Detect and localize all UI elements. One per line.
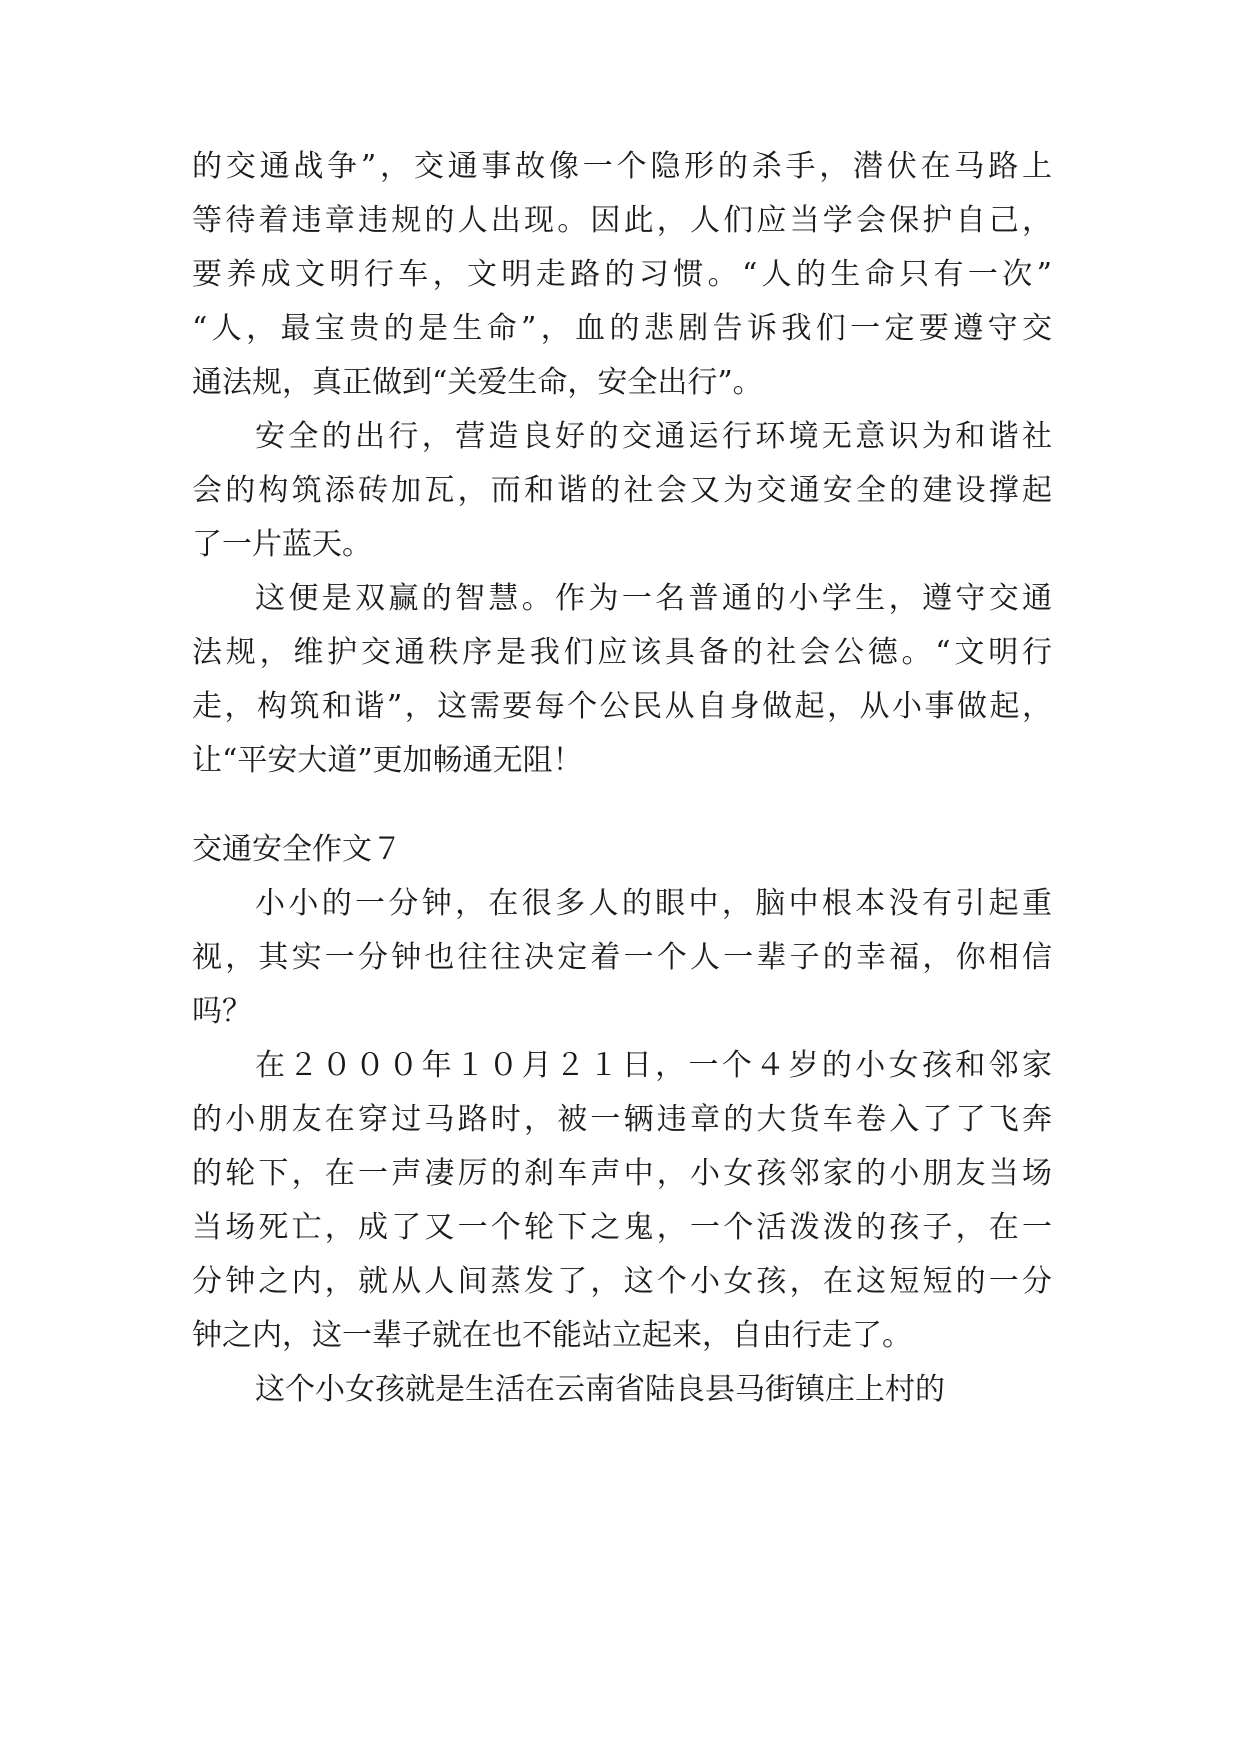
paragraph-line: 这便是双赢的智慧。作为一名普通的小学生，遵守交通 (255, 581, 1052, 616)
paragraph-line: 这个小女孩就是生活在云南省陆良县马街镇庄上村的 (255, 1372, 945, 1407)
paragraph-line: 会的构筑添砖加瓦，而和谐的社会又为交通安全的建设撑起 (192, 473, 1052, 508)
paragraph-line: 走，构筑和谐”，这需要每个公民从自身做起，从小事做起， (192, 689, 1052, 724)
paragraph-line: “人，最宝贵的是生命”，血的悲剧告诉我们一定要遵守交 (192, 311, 1052, 346)
paragraph-line: 视，其实一分钟也往往决定着一个人一辈子的幸福，你相信 (192, 940, 1052, 975)
paragraph-line: 了一片蓝天。 (192, 527, 372, 562)
section-heading: 交通安全作文７ (192, 832, 402, 867)
paragraph-line: 等待着违章违规的人出现。因此，人们应当学会保护自己， (192, 203, 1052, 238)
paragraph-line: 的小朋友在穿过马路时，被一辆违章的大货车卷入了了飞奔 (192, 1102, 1052, 1137)
paragraph-line: 法规，维护交通秩序是我们应该具备的社会公德。“文明行 (192, 635, 1052, 670)
paragraph-line: 小小的一分钟，在很多人的眼中，脑中根本没有引起重 (255, 886, 1052, 921)
paragraph-line: 通法规，真正做到“关爱生命，安全出行”。 (192, 365, 763, 400)
paragraph-line: 当场死亡，成了又一个轮下之鬼，一个活泼泼的孩子，在一 (192, 1210, 1052, 1245)
paragraph-line: 钟之内，这一辈子就在也不能站立起来，自由行走了。 (192, 1318, 912, 1353)
paragraph-line: 安全的出行，营造良好的交通运行环境无意识为和谐社 (255, 419, 1052, 454)
paragraph-line: 在２０００年１０月２１日，一个４岁的小女孩和邻家 (255, 1048, 1052, 1083)
paragraph-line: 的轮下，在一声凄厉的刹车声中，小女孩邻家的小朋友当场 (192, 1156, 1052, 1191)
paragraph-line: 让“平安大道”更加畅通无阻！ (192, 743, 583, 778)
paragraph-line: 吗？ (192, 994, 252, 1029)
paragraph-line: 分钟之内，就从人间蒸发了，这个小女孩，在这短短的一分 (192, 1264, 1052, 1299)
paragraph-line: 的交通战争”，交通事故像一个隐形的杀手，潜伏在马路上 (192, 149, 1052, 184)
paragraph-line: 要养成文明行车，文明走路的习惯。“人的生命只有一次” (192, 257, 1052, 292)
